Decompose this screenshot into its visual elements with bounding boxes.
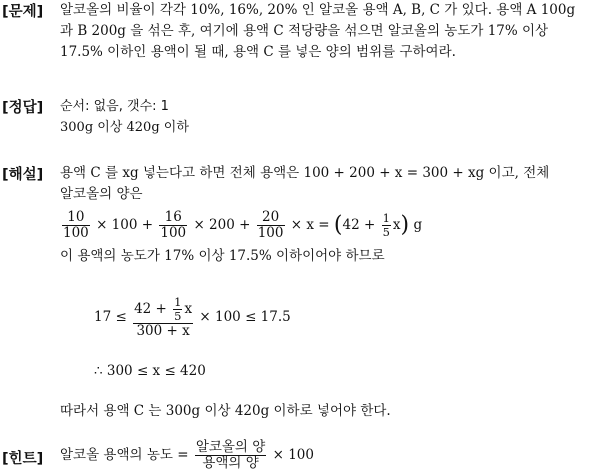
answer-text (60, 96, 588, 138)
alcohol-equation (60, 205, 588, 246)
problem-label: [문제] (2, 4, 44, 20)
problem-line-2: 과 B 200g 을 섞은 후, 여기에 용액 C 적당량을 섞으면 알코올의 농도가 17% 이상 (60, 23, 549, 39)
solution-line-3: 이 용액의 농도가 17% 이상 17.5% 이하이어야 하므로 (60, 247, 385, 264)
fraction-1-5: $\frac{1}{5}$ (382, 211, 390, 239)
fraction-20-100: $\frac{20}{100}$ (257, 209, 284, 241)
close-paren: ) (400, 212, 410, 238)
problem-line-3: 17.5% 이하인 용액이 될 때, 용액 C 를 넣은 양의 범위를 구하여라. (60, 44, 456, 60)
eq-term-3: × x = (290, 217, 330, 233)
ineq-fraction (133, 296, 193, 339)
eq-term-2: × 200 + (193, 217, 251, 233)
eq-inner-left: 42 + (342, 217, 376, 233)
problem-line-1: 알코올의 비율이 각각 10%, 16%, 20% 인 알코올 용액 A, B, C 가 있다. 용액 A 100g (60, 2, 576, 18)
answer-line-2: 300g 이상 420g 이하 (60, 120, 189, 135)
eq-inner-right: x (392, 217, 401, 233)
answer-line-1: 순서: 없음, 갯수: 1 (60, 99, 169, 114)
open-paren: ( (333, 212, 343, 238)
ineq-left: 17 ≤ (94, 309, 127, 325)
concentration-inequality (94, 296, 291, 339)
hint-formula (60, 440, 588, 471)
fraction-10-100: $\frac{10}{100}$ (63, 209, 89, 241)
solution-label: [해설] (2, 167, 44, 183)
solution-text (60, 163, 588, 267)
eq-term-1: × 100 + (96, 217, 154, 233)
result-line: ∴ 300 ≤ x ≤ 420 (94, 363, 206, 379)
solution-line-1: 용액 C 를 xg 넣는다고 하면 전체 용액은 100 + 200 + x = 300 + xg 이고, 전체 (60, 165, 550, 181)
conclusion-line: 따라서 용액 C 는 300g 이상 420g 이하로 넣어야 한다. (60, 403, 391, 419)
hint-fraction: $\frac{\text{알코올의 양}}{\text{용액의 양}}$ (195, 439, 266, 471)
ineq-numerator: 42 + $\frac{1}{5}$ x (134, 295, 193, 323)
eq-unit: g (413, 217, 423, 233)
problem-text (60, 0, 588, 63)
answer-label: [정답] (2, 100, 44, 116)
hint-label: [힌트] (2, 451, 44, 467)
ineq-denominator: 300 + x (136, 323, 190, 339)
ineq-right: × 100 ≤ 17.5 (199, 309, 291, 325)
hint-suffix: × 100 (272, 447, 314, 463)
solution-line-2: 알코올의 양은 (60, 186, 143, 202)
fraction-16-100: $\frac{16}{100}$ (160, 209, 187, 241)
hint-prefix: 알코올 용액의 농도 = (60, 447, 189, 463)
